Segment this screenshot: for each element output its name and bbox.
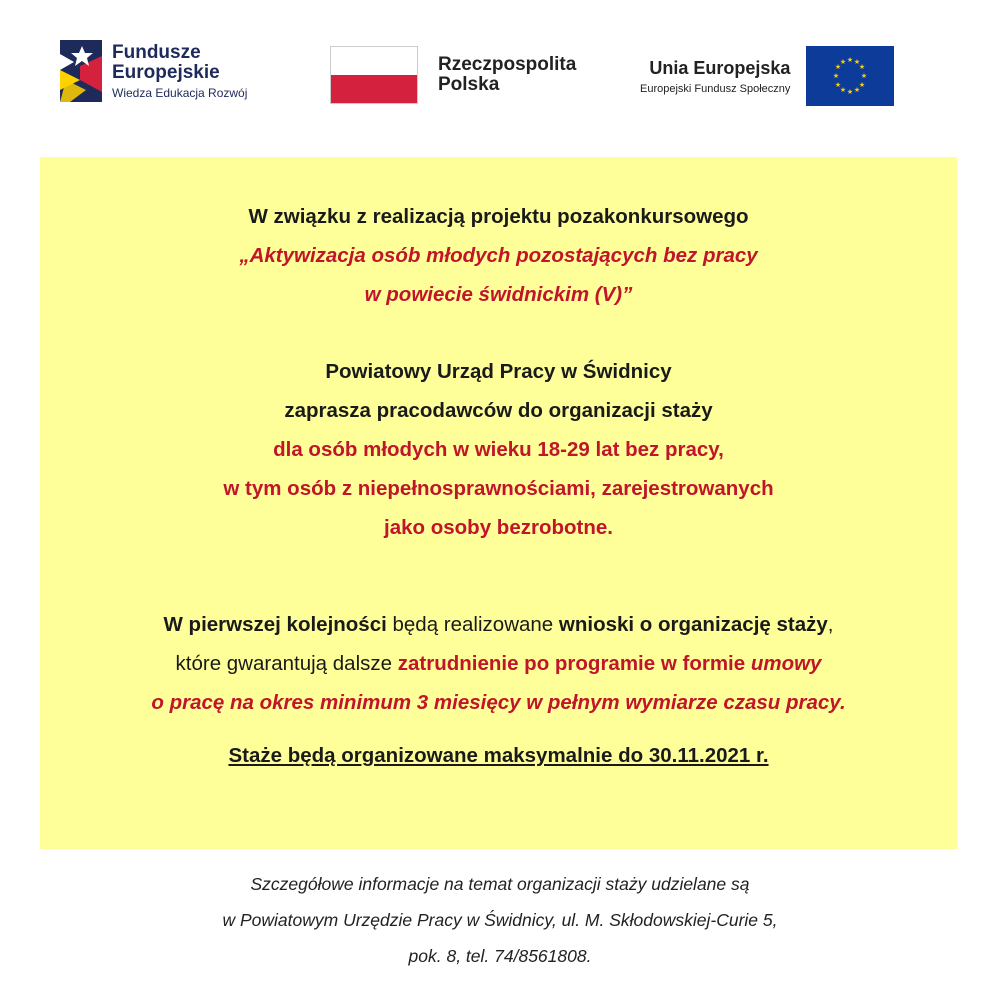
target-line3: jako osoby bezrobotne. [384, 516, 613, 539]
priority-end: , [827, 613, 834, 636]
ue-text [640, 58, 790, 95]
unia-europejska-logo [640, 46, 894, 106]
fundusze-europejskie-logo [60, 40, 247, 102]
svg-text:★: ★ [833, 72, 840, 80]
rp-line2: Polska [438, 74, 500, 95]
priority-line2-red-italic: umowy [750, 652, 822, 675]
ue-subtitle: Europejski Fundusz Społeczny [640, 82, 791, 95]
fe-text [112, 43, 247, 99]
intro-line: W związku z realizacją projektu pozakonkursowego [248, 205, 749, 228]
priority-line3: o pracę na okres minimum 3 miesięcy w pełnym wymiarze czasu pracy. [151, 691, 846, 714]
footer-info [0, 866, 1000, 974]
svg-text:★: ★ [840, 86, 847, 94]
invite-line: zaprasza pracodawców do organizacji staży [284, 399, 713, 422]
svg-text:★: ★ [861, 72, 868, 80]
fe-title-line2: Europejskie [112, 61, 220, 83]
announcement-box [40, 157, 957, 849]
ue-title: Unia Europejska [649, 57, 791, 78]
fe-star-icon [60, 40, 102, 102]
svg-text:★: ★ [840, 58, 847, 66]
svg-text:★: ★ [859, 63, 866, 71]
target-line2: w tym osób z niepełnosprawnościami, zarejestrowanych [223, 477, 774, 500]
priority-bold: W pierwszej kolejności [163, 613, 387, 636]
svg-text:★: ★ [859, 81, 866, 89]
svg-text:★: ★ [854, 58, 861, 66]
logo-bar [0, 0, 1000, 140]
svg-text:★: ★ [854, 86, 861, 94]
priority-line2-red: zatrudnienie po programie w formie [397, 652, 751, 675]
svg-text:★: ★ [847, 88, 854, 96]
priority-line1 [40, 605, 957, 644]
office-line: Powiatowy Urząd Pracy w Świdnicy [325, 360, 672, 383]
footer-line1: Szczegółowe informacje na temat organizacji staży udzielane są [250, 874, 750, 894]
priority-line2-normal: które gwarantują dalsze [175, 652, 398, 675]
polish-flag-icon [330, 46, 418, 104]
svg-text:★: ★ [835, 63, 842, 71]
deadline-line: Staże będą organizowane maksymalnie do 30.11.2021 r. [228, 744, 769, 767]
rp-text [438, 55, 576, 95]
svg-text:★: ★ [835, 81, 842, 89]
priority-line2 [40, 644, 957, 683]
svg-text:★: ★ [847, 56, 854, 64]
rzeczpospolita-polska-logo [330, 46, 576, 104]
fe-subtitle: Wiedza Edukacja Rozwój [112, 85, 248, 100]
eu-flag-icon [806, 46, 894, 106]
footer-line2: w Powiatowym Urzędzie Pracy w Świdnicy, ul. M. Skłodowskiej-Curie 5, [222, 910, 778, 930]
project-title-line2: w powiecie świdnickim (V)” [364, 283, 633, 306]
fe-title-line1: Fundusze [112, 41, 201, 63]
priority-bold2: wnioski o organizację staży [558, 613, 828, 636]
rp-line1: Rzeczpospolita [438, 54, 577, 76]
target-line1: dla osób młodych w wieku 18-29 lat bez pracy, [273, 438, 724, 461]
footer-line3: pok. 8, tel. 74/8561808. [408, 946, 592, 966]
project-title-line1: „Aktywizacja osób młodych pozostających bez pracy [239, 244, 758, 267]
priority-normal: będą realizowane [386, 613, 559, 636]
